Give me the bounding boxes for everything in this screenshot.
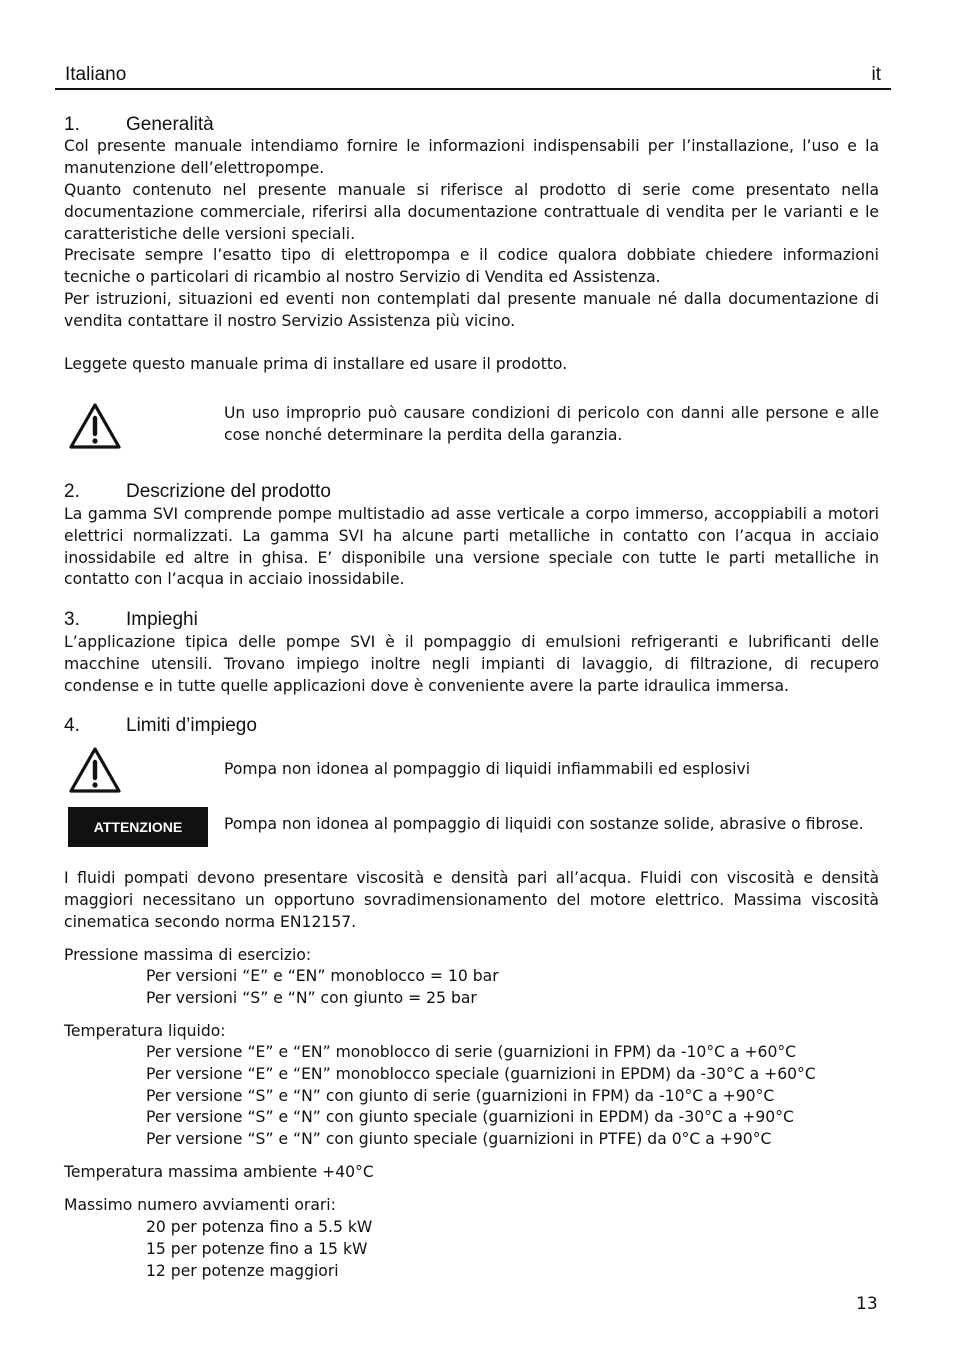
list-item: Per versioni “S” e “N” con giunto = 25 bar — [146, 988, 477, 1007]
list-item: Per versione “E” e “EN” monoblocco speciale (guarnizioni in EPDM) da -30°C a +60°C — [146, 1064, 816, 1083]
list-item: Per versione “S” e “N” con giunto di serie (guarnizioni in FPM) da -10°C a +90°C — [146, 1086, 775, 1105]
pressure-list — [146, 966, 886, 1010]
warning-triangle-icon — [68, 746, 122, 794]
page-header — [55, 62, 891, 90]
temperature-label: Temperatura liquido: — [64, 1022, 226, 1040]
list-item: Per versioni “E” e “EN” monoblocco = 10 bar — [146, 967, 499, 985]
paragraph: Quanto contenuto nel presente manuale si riferisce al prodotto di serie come presentato nella documentazione commerciale, riferirsi alla documentazione contrattuale di vendita per le varianti e le caratteristiche delle versioni speciali. — [64, 181, 879, 243]
paragraph: Col presente manuale intendiamo fornire le informazioni indispensabili per l’installazione, l’uso e la manutenzione dell’elettropompe. — [64, 137, 879, 177]
header-language: Italiano — [65, 64, 127, 85]
paragraph: L’applicazione tipica delle pompe SVI è il pompaggio di emulsioni refrigeranti e lubrificanti delle macchine utensili. Trovano impiego inoltre negli impianti di lavaggio, di filtrazione, di recupero condense e in tutte quelle applicazioni dove è conveniente avere la parte idraulica immersa. — [64, 633, 879, 695]
pressure-label: Pressione massima di esercizio: — [64, 946, 312, 964]
header-language-code: it — [871, 64, 881, 85]
warning-text: Un uso improprio può causare condizioni di pericolo con danni alle persone e alle cose nonché determinare la perdita della garanzia. — [224, 404, 879, 444]
starts-label: Massimo numero avviamenti orari: — [64, 1196, 336, 1214]
temperature-list — [146, 1042, 886, 1151]
list-item: 15 per potenze fino a 15 kW — [146, 1239, 368, 1258]
section-heading-4: 4. Limiti d’impiego — [64, 715, 257, 736]
list-item: 12 per potenze maggiori — [146, 1261, 339, 1280]
paragraph: La gamma SVI comprende pompe multistadio ad asse verticale a corpo immerso, accoppiabili a motori elettrici normalizzati. La gamma SVI ha alcune parti metalliche in contatto con l’acqua in acciaio inossidabile ed altre in ghisa. E’ disponibile una versione speciale con tutte le parti metalliche in contatto con l’acqua in acciaio inossidabile. — [64, 505, 879, 589]
starts-list — [146, 1217, 886, 1282]
section-heading-3: 3. Impieghi — [64, 609, 198, 630]
warning-text-solids: Pompa non idonea al pompaggio di liquidi con sostanze solide, abrasive o fibrose. — [224, 815, 864, 833]
attention-badge: ATTENZIONE — [68, 807, 208, 847]
warning-text-flammable: Pompa non idonea al pompaggio di liquidi infiammabili ed esplosivi — [224, 760, 751, 778]
paragraph: Precisate sempre l’esatto tipo di elettropompa e il codice qualora dobbiate chiedere informazioni tecniche o particolari di ricambio al nostro Servizio di Vendita ed Assistenza. — [64, 246, 879, 286]
section-heading-1: 1. Generalità — [64, 114, 214, 135]
list-item: Per versione “S” e “N” con giunto speciale (guarnizioni in PTFE) da 0°C a +90°C — [146, 1130, 772, 1149]
paragraph: Per istruzioni, situazioni ed eventi non contemplati dal presente manuale né dalla documentazione di vendita contattare il nostro Servizio Assistenza più vicino. — [64, 290, 879, 330]
list-item: Per versione “S” e “N” con giunto speciale (guarnizioni in EPDM) da -30°C a +90°C — [146, 1108, 794, 1127]
page-number: 13 — [856, 1294, 878, 1314]
ambient-temperature: Temperatura massima ambiente +40°C — [64, 1163, 374, 1181]
warning-triangle-icon — [68, 402, 122, 450]
list-item: 20 per potenza fino a 5.5 kW — [146, 1218, 373, 1236]
list-item: Per versione “E” e “EN” monoblocco di serie (guarnizioni in FPM) da -10°C a +60°C — [146, 1043, 797, 1061]
section-heading-2: 2. Descrizione del prodotto — [64, 481, 331, 502]
paragraph: I fluidi pompati devono presentare viscosità e densità pari all’acqua. Fluidi con viscosità e densità maggiori necessitano un opportuno sovradimensionamento del motore elettrico. Massima viscosità cinematica secondo norma EN12157. — [64, 869, 879, 931]
paragraph: Leggete questo manuale prima di installare ed usare il prodotto. — [64, 355, 568, 373]
